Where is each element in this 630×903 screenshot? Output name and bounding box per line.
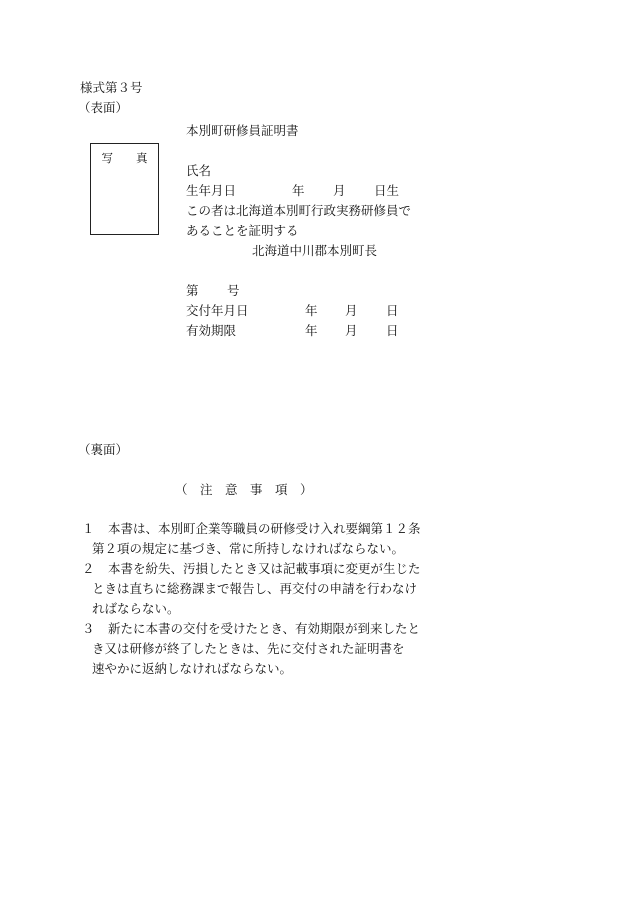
- note-line: き又は研修が終了したときは、先に交付された証明書を: [92, 641, 405, 656]
- note-number: ２: [82, 561, 95, 576]
- birth-year-unit: 年: [292, 183, 305, 198]
- note-line: 新たに本書の交付を受けたとき、有効期限が到来したと: [108, 621, 421, 636]
- back-side-label: （裏面）: [78, 442, 129, 457]
- issuer-name: 北海道中川郡本別町長: [252, 243, 378, 258]
- certificate-title: 本別町研修員証明書: [186, 123, 299, 138]
- name-label: 氏名: [186, 163, 212, 178]
- expiry-month-unit: 月: [345, 323, 358, 338]
- photo-label: 写 真: [101, 151, 148, 165]
- expiry-year-unit: 年: [305, 323, 318, 338]
- birth-date-label: 生年月日: [186, 183, 237, 198]
- note-number: ３: [82, 621, 95, 636]
- front-side-label: （表面）: [78, 100, 129, 115]
- expiry-label: 有効期限: [186, 323, 237, 338]
- note-line: ときは直ちに総務課まで報告し、再交付の申請を行わなけ: [92, 581, 418, 596]
- note-line: 第２項の規定に基づき、常に所持しなければならない。: [92, 541, 405, 556]
- note-line: ればならない。: [92, 601, 180, 616]
- issue-day-unit: 日: [386, 303, 399, 318]
- note-number: １: [82, 521, 95, 536]
- issue-month-unit: 月: [345, 303, 358, 318]
- birth-month-unit: 月: [333, 183, 346, 198]
- note-line: 本書を紛失、汚損したとき又は記載事項に変更が生じた: [108, 561, 421, 576]
- photo-placeholder: [90, 143, 159, 235]
- note-line: 本書は、本別町企業等職員の研修受け入れ要綱第１２条: [108, 521, 421, 536]
- number-label: 第: [186, 283, 199, 298]
- note-line: 速やかに返納しなければならない。: [92, 661, 293, 676]
- expiry-day-unit: 日: [386, 323, 399, 338]
- number-suffix: 号: [227, 283, 240, 298]
- notes-heading: （ 注 意 事 項 ）: [175, 482, 313, 497]
- birth-day-unit: 日生: [374, 183, 400, 198]
- issue-year-unit: 年: [305, 303, 318, 318]
- form-number: 様式第３号: [80, 80, 143, 95]
- issue-date-label: 交付年月日: [186, 303, 249, 318]
- statement-line-2: あることを証明する: [186, 223, 299, 238]
- statement-line-1: この者は北海道本別町行政実務研修員で: [186, 203, 412, 218]
